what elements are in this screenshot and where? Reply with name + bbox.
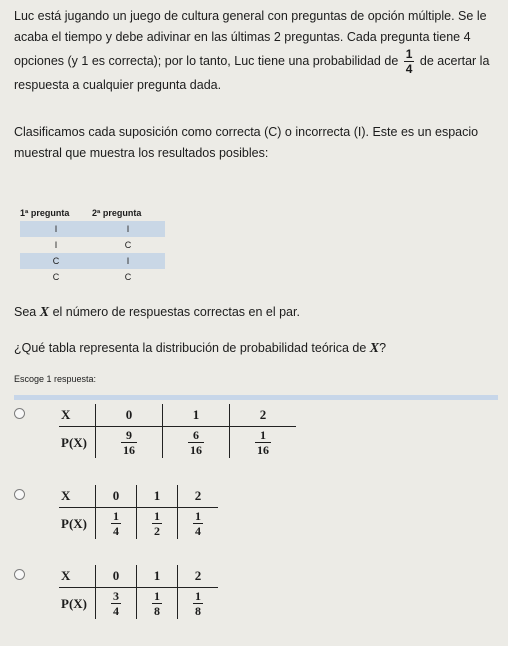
intro-text-end: de acertar la respuesta a cualquier pregunta dada.: [14, 53, 490, 92]
intro-text: Luc está jugando un juego de cultura general con preguntas de opción múltiple. Se le acaba el tiempo y debe adivinar en las últimas 2 preguntas. Cada pregunta tiene 4 opciones (y 1 es correcta); por lo tanto, Luc tiene una probabilidad de: [14, 9, 487, 68]
intro-paragraph: [14, 6, 498, 96]
distribution-table-a: X 0 1 2 P(X) $\frac{9}{16}$ $\frac{6}{16}$ $\frac{1}{16}$: [59, 404, 296, 458]
classify-paragraph: Clasificamos cada suposición como correcta (C) o incorrecta (I). Este es un espacio muestral que muestra los resultados posibles:: [14, 125, 479, 160]
header-q1: 1ª pregunta: [20, 208, 70, 218]
answer-option-b[interactable]: [14, 485, 218, 539]
variable-x: X: [369, 341, 380, 356]
table-row: I C: [54, 240, 132, 250]
answer-option-c[interactable]: [14, 565, 218, 619]
radio-button-c[interactable]: [14, 569, 25, 580]
table-row: C I: [20, 253, 165, 269]
sample-space-header: [20, 205, 165, 221]
table-row: I I: [20, 221, 165, 237]
radio-button-b[interactable]: [14, 489, 25, 500]
answer-option-a[interactable]: [14, 404, 296, 458]
probability-fraction: $\frac{1}{4}$: [405, 47, 413, 76]
distribution-table-c: X 0 1 2 P(X) $\frac{3}{4}$ $\frac{1}{8}$ $\frac{1}{8}$: [59, 565, 218, 619]
question-line: ¿Qué tabla representa la distribución de probabilidad teórica de X?: [14, 341, 387, 356]
distribution-table-b: X 0 1 2 P(X) $\frac{1}{4}$ $\frac{1}{2}$ $\frac{1}{4}$: [59, 485, 218, 539]
choose-label: Escoge 1 respuesta:: [14, 374, 97, 384]
definition-line: Sea X el número de respuestas correctas en el par.: [14, 305, 300, 320]
sample-space-table: [20, 205, 165, 285]
table-row: C C: [52, 272, 132, 282]
header-q2: 2ª pregunta: [92, 208, 142, 218]
answer-area-divider: [14, 395, 498, 400]
variable-x: X: [39, 305, 50, 320]
radio-button-a[interactable]: [14, 408, 25, 419]
